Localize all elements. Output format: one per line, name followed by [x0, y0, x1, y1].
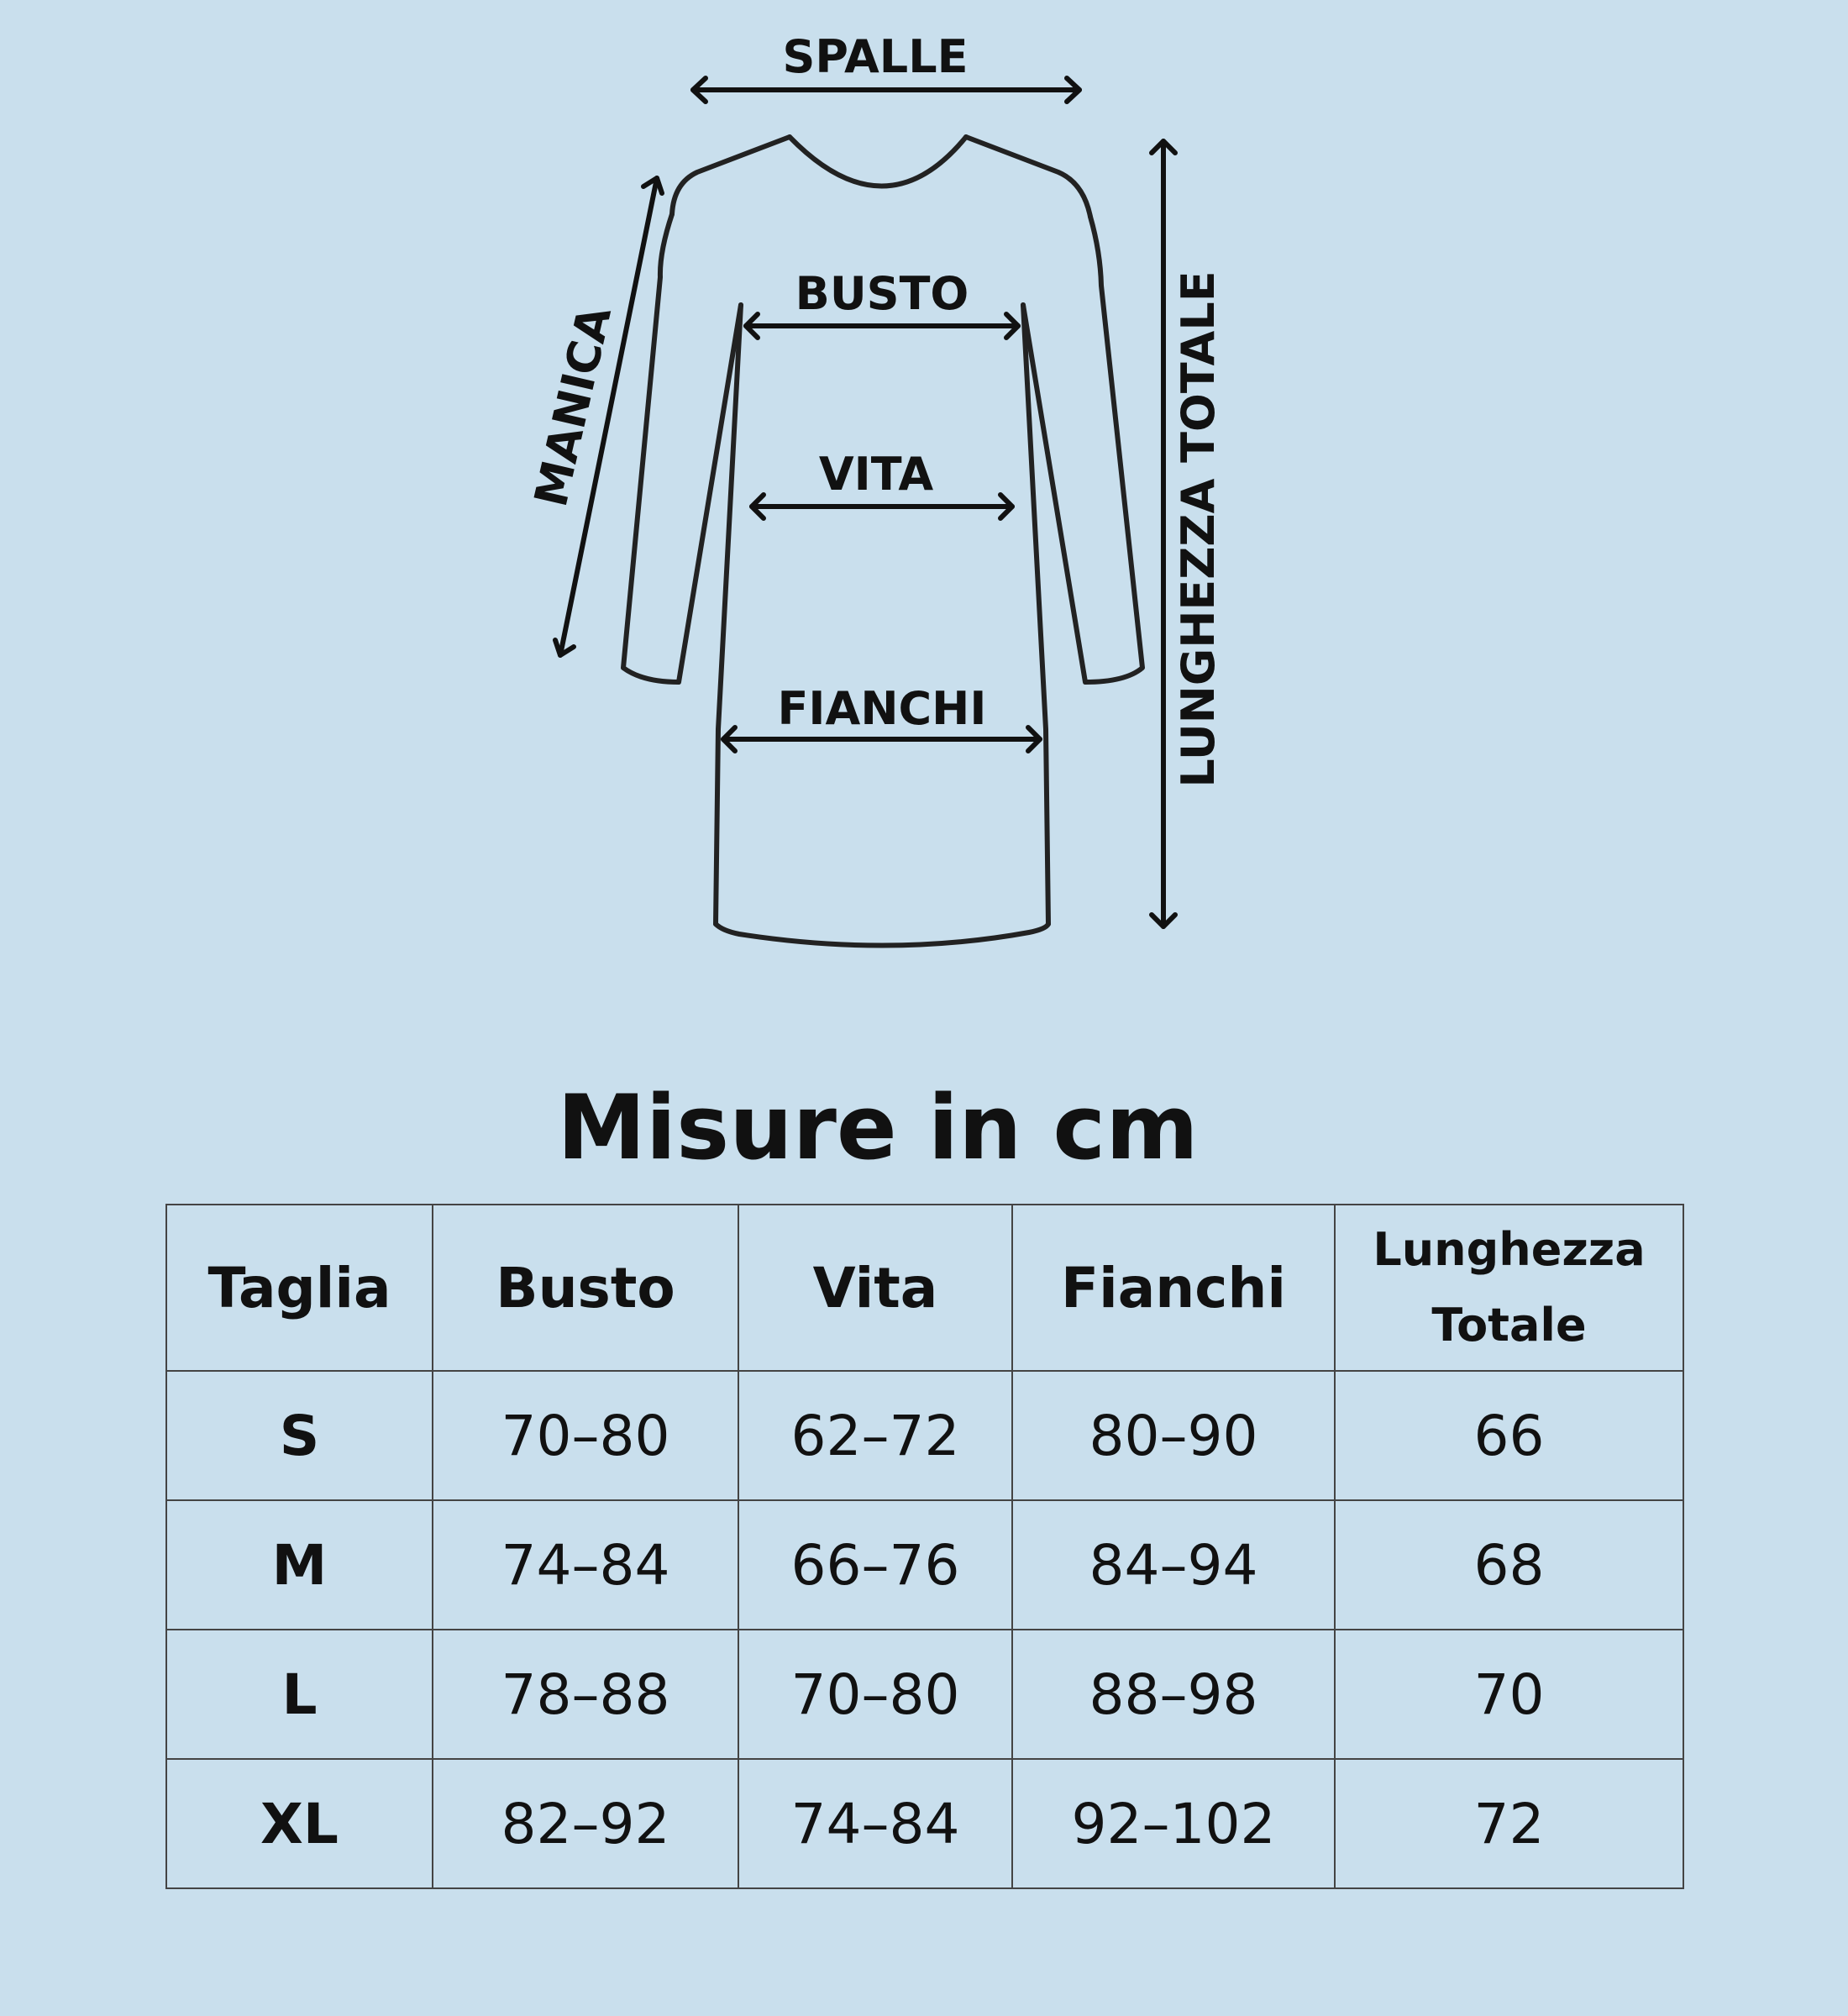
- manica-label: MANICA: [524, 301, 622, 512]
- header-lunghezza-totale: [1335, 1205, 1683, 1371]
- vita-cell: 70–80: [738, 1630, 1012, 1759]
- busto-cell: 70–80: [433, 1371, 738, 1500]
- table-title: Misure in cm: [557, 1076, 1199, 1179]
- shoulder-line-left: [672, 137, 790, 214]
- body-side-left: [716, 305, 741, 924]
- vita-label: VITA: [818, 448, 934, 501]
- fianchi-label: FIANCHI: [777, 682, 987, 735]
- header-vita: Vita: [738, 1205, 1012, 1371]
- fianchi-cell: 88–98: [1012, 1630, 1335, 1759]
- size-cell: L: [166, 1630, 433, 1759]
- dress-measurement-diagram: [0, 0, 1848, 974]
- table-row: [166, 1371, 1683, 1500]
- vita-cell: 74–84: [738, 1759, 1012, 1888]
- fianchi-cell: 92–102: [1012, 1759, 1335, 1888]
- size-cell: S: [166, 1371, 433, 1500]
- body-side-right: [1023, 305, 1048, 924]
- table-row: [166, 1630, 1683, 1759]
- table-row: [166, 1759, 1683, 1888]
- shoulder-line-right: [966, 137, 1090, 217]
- spalle-label: SPALLE: [782, 30, 969, 83]
- fianchi-cell: 84–94: [1012, 1500, 1335, 1630]
- neckline-shape: [790, 137, 966, 186]
- busto-cell: 82–92: [433, 1759, 738, 1888]
- header-lunghezza-line1: Lunghezza: [1373, 1223, 1646, 1276]
- header-taglia: Taglia: [166, 1205, 433, 1371]
- hem-line: [716, 924, 1048, 946]
- header-fianchi: Fianchi: [1012, 1205, 1335, 1371]
- size-cell: XL: [166, 1759, 433, 1888]
- lunghezza-totale-label: LUNGHEZZA TOTALE: [1172, 270, 1225, 788]
- size-table: [165, 1204, 1684, 1889]
- fianchi-cell: 80–90: [1012, 1371, 1335, 1500]
- dress-outline-icon: [623, 137, 1142, 946]
- lunghezza-cell: 72: [1335, 1759, 1683, 1888]
- table-row: [166, 1500, 1683, 1630]
- table-header-row: [166, 1205, 1683, 1371]
- lunghezza-cell: 70: [1335, 1630, 1683, 1759]
- vita-cell: 66–76: [738, 1500, 1012, 1630]
- vita-cell: 62–72: [738, 1371, 1012, 1500]
- lunghezza-cell: 66: [1335, 1371, 1683, 1500]
- lunghezza-cell: 68: [1335, 1500, 1683, 1630]
- busto-label: BUSTO: [795, 267, 969, 320]
- busto-cell: 78–88: [433, 1630, 738, 1759]
- header-lunghezza-line2: Totale: [1431, 1299, 1587, 1352]
- header-busto: Busto: [433, 1205, 738, 1371]
- size-cell: M: [166, 1500, 433, 1630]
- busto-cell: 74–84: [433, 1500, 738, 1630]
